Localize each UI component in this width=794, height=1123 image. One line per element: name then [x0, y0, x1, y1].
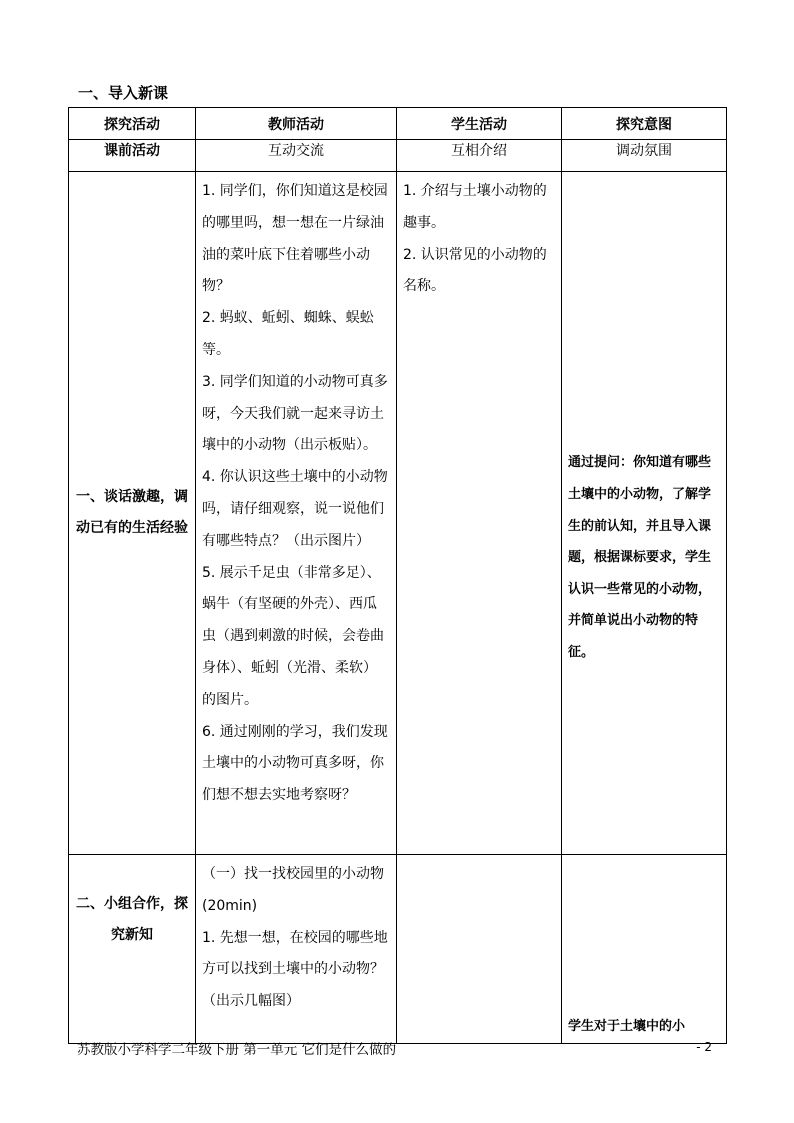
stage1-intent-cell: [562, 172, 727, 855]
teacher-step: 1. 同学们，你们知道这是校园的哪里吗，想一想在一片绿油油的菜叶底下住着哪些小动物？: [202, 183, 388, 295]
footer-title: 苏教版小学科学二年级下册 第一单元 它们是什么做的: [77, 1042, 397, 1058]
table-row: [69, 172, 727, 855]
header-intent: 探究意图: [562, 108, 727, 140]
teacher-step: 2. 蚂蚁、蚯蚓、蜘蛛、蜈蚣等。: [202, 310, 374, 358]
stage1-student-cell: [397, 172, 562, 855]
student-step: 1. 介绍与土壤小动物的趣事。: [403, 183, 547, 231]
pre-class-student: 互相介绍: [397, 140, 562, 172]
student-step: 2. 认识常见的小动物的名称。: [403, 246, 547, 295]
teacher-step: 3. 同学们知道的小动物可真多呀，今天我们就一起来寻访土壤中的小动物（出示板贴）。: [202, 373, 388, 454]
teacher-step: 1. 先想一想，在校园的哪些地方可以找到土壤中的小动物？（出示几幅图）: [202, 929, 388, 1010]
teacher-step: 5. 展示千足虫（非常多足）、蜗牛（有坚硬的外壳）、西瓜虫（遇到刺激的时候，会卷曲身体）、蚯蚓（光滑、柔软）的图片。: [202, 564, 384, 708]
stage2-teacher-cell: [196, 855, 397, 1044]
header-student: 学生活动: [397, 108, 562, 140]
pre-class-activity: 课前活动: [69, 140, 196, 172]
stage1-activity: 一、谈话激趣，调动已有的生活经验: [69, 172, 196, 855]
table-row: [69, 855, 727, 1044]
stage2-activity: 二、小组合作，探究新知: [69, 855, 196, 1044]
stage2-intent: 学生对于土壤中的小: [568, 1019, 686, 1035]
pre-class-intent: 调动氛围: [562, 140, 727, 172]
lesson-plan-table: [68, 107, 727, 1044]
stage1-teacher-cell: [196, 172, 397, 855]
section-title: 一、导入新课: [78, 84, 169, 102]
stage2-student-cell: [397, 855, 562, 1044]
header-teacher: 教师活动: [196, 108, 397, 140]
teacher-step: （一）找一找校园里的小动物(20min): [202, 866, 384, 914]
table-row: [69, 140, 727, 172]
teacher-step: 6. 通过刚刚的学习，我们发现土壤中的小动物可真多呀，你们想不想去实地考察呀？: [202, 723, 388, 804]
pre-class-teacher: 互动交流: [196, 140, 397, 172]
header-activity: 探究活动: [69, 108, 196, 140]
stage1-intent: 通过提问：你知道有哪些土壤中的小动物，了解学生的前认知，并且导入课题，根据课标要求，学生认识一些常见的小动物，并简单说出小动物的特征。: [568, 455, 712, 660]
page-number: - 2: [696, 1040, 712, 1054]
stage2-intent-cell: [562, 855, 727, 1044]
teacher-step: 4. 你认识这些土壤中的小动物吗，请仔细观察，说一说他们有哪些特点？（出示图片）: [202, 469, 388, 549]
table-header-row: [69, 108, 727, 140]
